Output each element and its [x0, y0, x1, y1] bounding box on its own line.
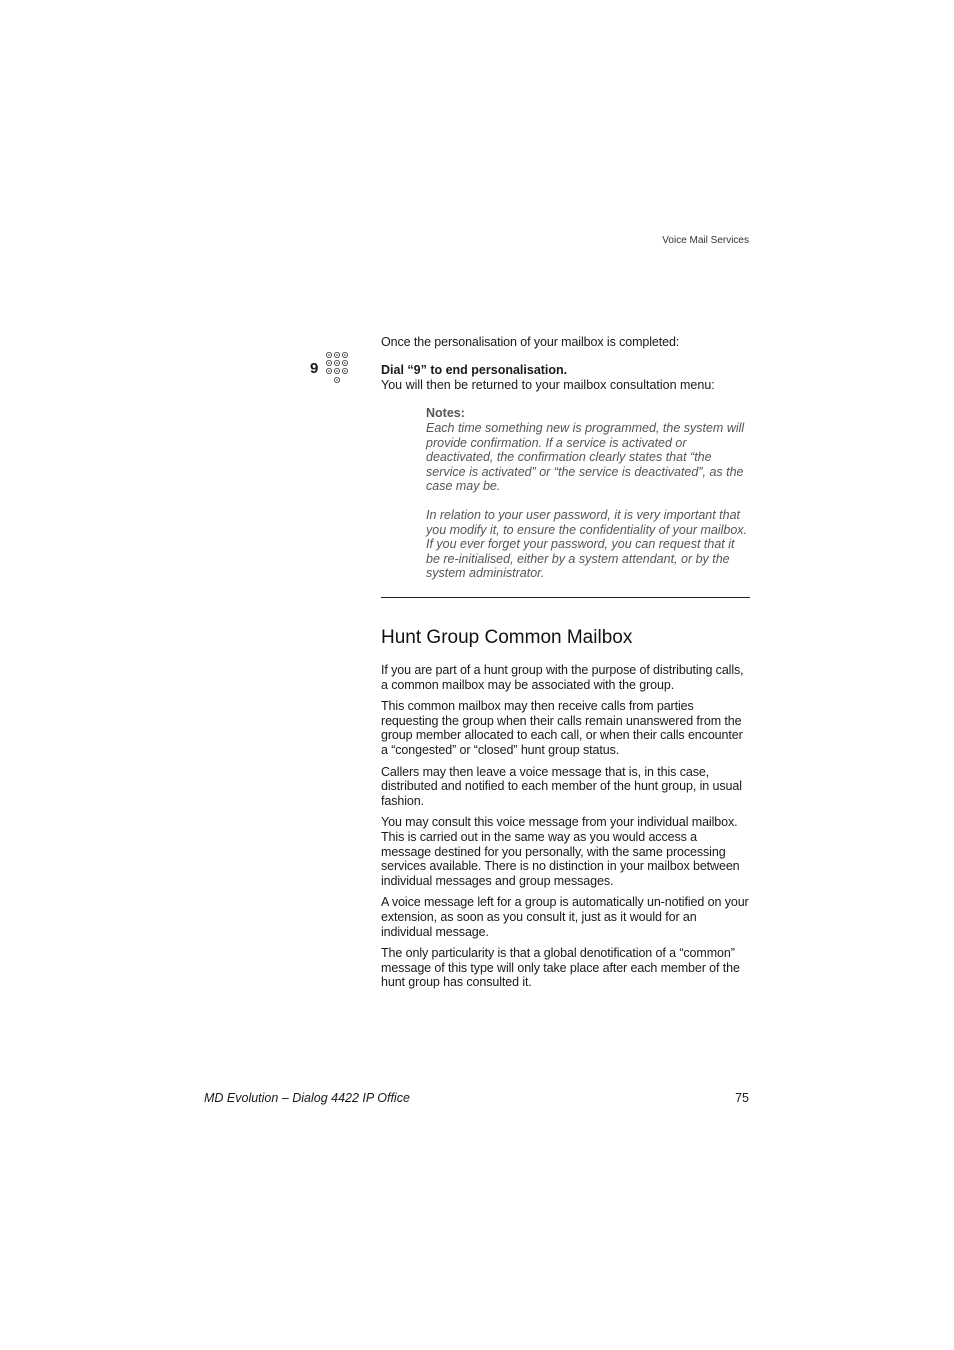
note-item: Each time something new is programmed, the system will provide confirmation. If a service is activated or deactivated, the confirmation clearly states that “the service is activated” or “the service is deactivated”, as the case may be.: [426, 421, 745, 494]
notes-title: Notes:: [426, 406, 465, 420]
footer-page-number: 75: [735, 1091, 749, 1105]
step-key-label: 9: [310, 360, 319, 377]
keypad-icon: [325, 351, 351, 387]
intro-text: Once the personalisation of your mailbox is completed:: [381, 335, 680, 349]
step-title: Dial “9” to end personalisation.: [381, 363, 568, 377]
section-paragraph: If you are part of a hunt group with the purpose of distributing calls, a common mailbox may be associated with the group.: [381, 663, 744, 692]
intro-block: [381, 335, 750, 350]
hunt-group-section: [381, 627, 750, 997]
section-paragraph: A voice message left for a group is automatically un-notified on your extension, as soon as you consult it, just as it would for an individual message.: [381, 895, 749, 939]
note-item: In relation to your user password, it is very important that you modify it, to ensure the confidentiality of your mailbox. If you ever forget your password, you can request that it be re-initialised, either by a system attendant, or by the system administrator.: [426, 507, 747, 581]
section-paragraph: You may consult this voice message from your individual mailbox. This is carried out in the same way as you would access a message destined for you personally, with the same processing services available. There is no distinction in your mailbox between individual messages and group messages.: [381, 815, 740, 888]
notes-block: [426, 406, 750, 595]
section-divider: [381, 597, 750, 598]
section-paragraph: The only particularity is that a global denotification of a “common” message of this type will only take place after each member of the hunt group has consulted it.: [381, 946, 740, 990]
section-heading: Hunt Group Common Mailbox: [381, 627, 633, 648]
section-paragraph: Callers may then leave a voice message that is, in this case, distributed and notified to each member of the hunt group, in usual fashion.: [381, 764, 742, 808]
section-paragraph: This common mailbox may then receive calls from parties requesting the group when their calls remain unanswered from the group member allocated to each call, or when their calls encounter a “congested” or “closed” hunt group status.: [381, 699, 743, 757]
step-description: You will then be returned to your mailbox consultation menu:: [381, 378, 715, 392]
footer-document-title: MD Evolution – Dialog 4422 IP Office: [204, 1091, 410, 1105]
running-header: Voice Mail Services: [662, 235, 749, 246]
